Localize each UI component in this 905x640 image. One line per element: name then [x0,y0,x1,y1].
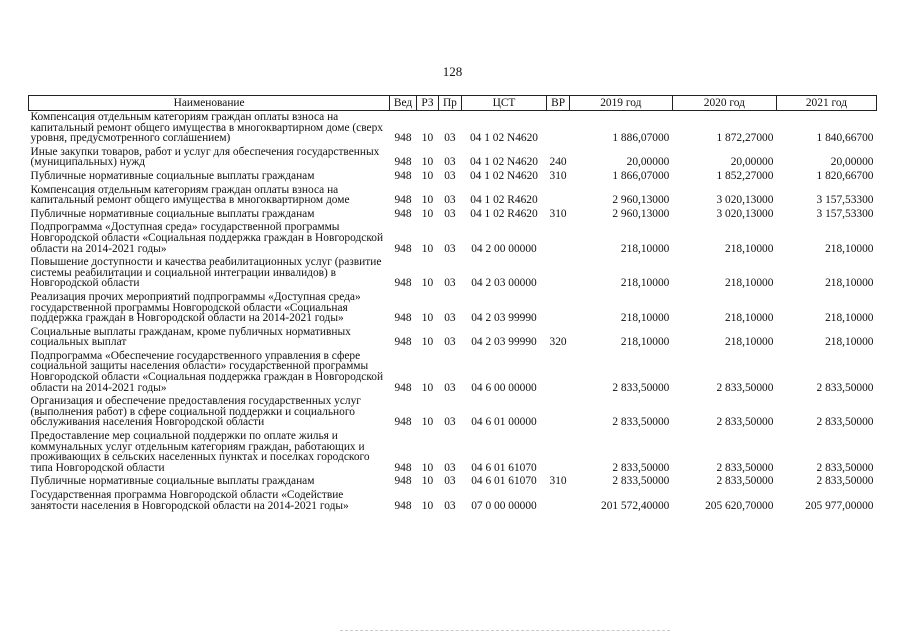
row-name: Компенсация отдельным категориям граждан оплаты взноса на капитальный ремонт общего имущества в многоквартирном доме [30,183,350,207]
row-2020: 20,00000 [730,156,774,169]
table-row [29,291,877,326]
row-name: Публичные нормативные социальные выплаты гражданам [30,207,315,220]
row-ved: 948 [394,156,412,169]
row-cst: 07 0 00 00000 [471,499,537,512]
row-2021: 2 833,50000 [816,416,874,429]
table-row [29,208,877,222]
row-name: Государственная программа Новгородской области «Содействие занятости населения в Новгородской области на 2014-2021 годы» [30,489,349,512]
header-2019: 2019 год [569,96,672,111]
row-2020: 218,10000 [725,242,774,255]
header-name: Наименование [29,96,390,111]
table-row [29,489,877,513]
row-cst: 04 1 02 N4620 [469,132,538,145]
row-cst: 04 6 00 00000 [471,381,537,394]
row-2021: 1 820,66700 [816,169,874,182]
row-ved: 948 [394,499,412,512]
row-cst: 04 6 01 61070 [471,461,537,474]
row-2020: 2 833,50000 [716,381,774,394]
row-2019: 2 833,50000 [612,381,670,394]
row-2019: 2 833,50000 [612,461,670,474]
table-row [29,146,877,170]
row-pr: 03 [444,336,456,349]
row-2019: 20,00000 [626,156,670,169]
row-2021: 2 833,50000 [816,461,874,474]
row-rz: 10 [421,156,434,169]
row-2019: 2 833,50000 [612,475,670,488]
row-name: Публичные нормативные социальные выплаты гражданам [30,169,315,182]
row-pr: 03 [444,381,456,394]
row-2020: 3 020,13000 [716,207,774,220]
row-rz: 10 [421,194,434,207]
row-ved: 948 [394,336,412,349]
row-ved: 948 [394,169,412,182]
row-pr: 03 [444,277,456,290]
row-name: Социальные выплаты гражданам, кроме публичных нормативных социальных выплат [30,325,351,349]
row-ved: 948 [394,475,412,488]
row-pr: 03 [444,207,456,220]
table-row [29,256,877,291]
row-pr: 03 [444,242,456,255]
row-name: Предоставление мер социальной поддержки по оплате жилья и коммунальных услуг отдельным категориям граждан, работающих и проживающих в сельских населенных пунктах и поселках городского типа Новгородской области [30,430,370,474]
row-vr: 240 [549,156,567,169]
header-vr: ВР [547,96,569,111]
row-pr: 03 [444,416,456,429]
row-name: Подпрограмма «Доступная среда» государственной программы Новгородской области «Социальная поддержка граждан в Новгородской области на 2014-2021 годы» [30,221,384,255]
row-2020: 2 833,50000 [716,475,774,488]
row-rz: 10 [421,461,434,474]
header-ved: Вед [390,96,417,111]
row-2020: 3 020,13000 [716,194,774,207]
row-name: Повышение доступности и качества реабилитационных услуг (развитие системы реабилитации и социальной интеграции инвалидов) в Новгородской области [30,256,382,290]
row-cst: 04 1 02 N4620 [469,169,538,182]
row-2021: 3 157,53300 [816,194,874,207]
row-pr: 03 [444,132,456,145]
row-vr: 310 [549,207,567,220]
row-2020: 218,10000 [725,277,774,290]
row-pr: 03 [444,475,456,488]
row-vr [547,111,569,146]
header-cst: ЦСТ [461,96,547,111]
row-2020: 205 620,70000 [705,499,774,512]
table-row [29,221,877,256]
row-rz: 10 [421,242,434,255]
table-row [29,475,877,489]
row-cst: 04 2 03 99990 [471,336,537,349]
row-vr [547,221,569,256]
row-2019: 2 960,13000 [612,207,670,220]
header-2021: 2021 год [776,96,876,111]
table-row [29,326,877,350]
row-2019: 218,10000 [620,277,670,290]
row-vr [547,430,569,475]
row-ved: 948 [394,207,412,220]
row-2021: 205 977,00000 [805,499,874,512]
row-vr: 310 [549,475,567,488]
row-2020: 2 833,50000 [716,416,774,429]
row-ved: 948 [394,277,412,290]
row-ved: 948 [394,461,412,474]
row-ved: 948 [394,132,412,145]
table-row [29,184,877,208]
row-rz: 10 [421,416,434,429]
table-row [29,350,877,395]
page-number: 128 [442,64,463,79]
row-rz: 10 [421,169,434,182]
row-cst: 04 6 01 00000 [471,416,537,429]
row-ved: 948 [394,242,412,255]
row-2021: 1 840,66700 [816,132,874,145]
row-2020: 218,10000 [725,312,774,325]
row-cst: 04 2 03 99990 [471,312,537,325]
row-2021: 3 157,53300 [816,207,874,220]
row-2021: 218,10000 [825,336,874,349]
header-2020: 2020 год [672,96,776,111]
row-2019: 2 960,13000 [612,194,670,207]
row-2021: 20,00000 [830,156,874,169]
row-2019: 218,10000 [620,242,670,255]
table-header-row [29,96,877,111]
row-2019: 201 572,40000 [601,499,670,512]
table-row [29,395,877,430]
row-cst: 04 2 03 00000 [471,277,537,290]
row-vr [547,291,569,326]
row-rz: 10 [421,336,434,349]
row-2021: 2 833,50000 [816,381,874,394]
row-2020: 2 833,50000 [716,461,774,474]
header-rz: РЗ [416,96,438,111]
row-pr: 03 [444,461,456,474]
header-pr: Пр [439,96,461,111]
row-2021: 218,10000 [825,312,874,325]
row-name: Организация и обеспечение предоставления государственных услуг (выполнения работ) в сфере социальной поддержки и социального обслуживания населения Новгородской области [30,395,361,429]
row-2019: 2 833,50000 [612,416,670,429]
row-rz: 10 [421,475,434,488]
row-cst: 04 1 02 R4620 [470,194,538,207]
row-name: Компенсация отдельным категориям граждан оплаты взноса на капитальный ремонт общего имущества в многоквартирном доме (сверх уровня, предусмотренного соглашением) [30,111,383,145]
row-vr [547,489,569,513]
row-vr [547,395,569,430]
row-name: Иные закупки товаров, работ и услуг для обеспечения государственных (муниципальных) нужд [30,145,380,169]
row-cst: 04 1 02 N4620 [469,156,538,169]
row-name: Подпрограмма «Обеспечение государственного управления в сфере социальной защиты населения области» государственной программы Новгородской области «Социальная поддержка граждан в Новгородской области на 2014-2021 годы» [30,349,384,394]
budget-table [28,95,877,513]
row-cst: 04 1 02 R4620 [470,207,538,220]
row-pr: 03 [444,499,456,512]
row-rz: 10 [421,132,434,145]
row-pr: 03 [444,169,456,182]
row-ved: 948 [394,381,412,394]
row-2019: 1 866,07000 [612,169,670,182]
table-row [29,170,877,184]
scan-artifact-divider [340,630,670,632]
row-pr: 03 [444,156,456,169]
row-2020: 218,10000 [725,336,774,349]
row-vr: 310 [549,169,567,182]
row-2019: 218,10000 [620,336,670,349]
row-name: Реализация прочих мероприятий подпрограммы «Доступная среда» государственной программы Новгородской области «Социальная поддержка граждан в Новгородской области на 2014-2021 годы» [30,290,361,325]
row-rz: 10 [421,277,434,290]
row-2019: 218,10000 [620,312,670,325]
row-ved: 948 [394,416,412,429]
row-vr [547,184,569,208]
row-2021: 2 833,50000 [816,475,874,488]
row-rz: 10 [421,207,434,220]
row-ved: 948 [394,312,412,325]
row-2020: 1 872,27000 [716,132,774,145]
row-2019: 1 886,07000 [612,132,670,145]
row-vr [547,256,569,291]
row-2021: 218,10000 [825,277,874,290]
row-vr: 320 [549,336,567,349]
table-row [29,430,877,475]
row-2021: 218,10000 [825,242,874,255]
row-name: Публичные нормативные социальные выплаты гражданам [30,475,315,488]
row-rz: 10 [421,381,434,394]
row-cst: 04 6 01 61070 [471,475,537,488]
row-cst: 04 2 00 00000 [471,242,537,255]
row-vr [547,350,569,395]
table-row [29,111,877,146]
row-pr: 03 [444,194,456,207]
row-2020: 1 852,27000 [716,169,774,182]
row-rz: 10 [421,499,434,512]
row-pr: 03 [444,312,456,325]
row-ved: 948 [394,194,412,207]
row-rz: 10 [421,312,434,325]
